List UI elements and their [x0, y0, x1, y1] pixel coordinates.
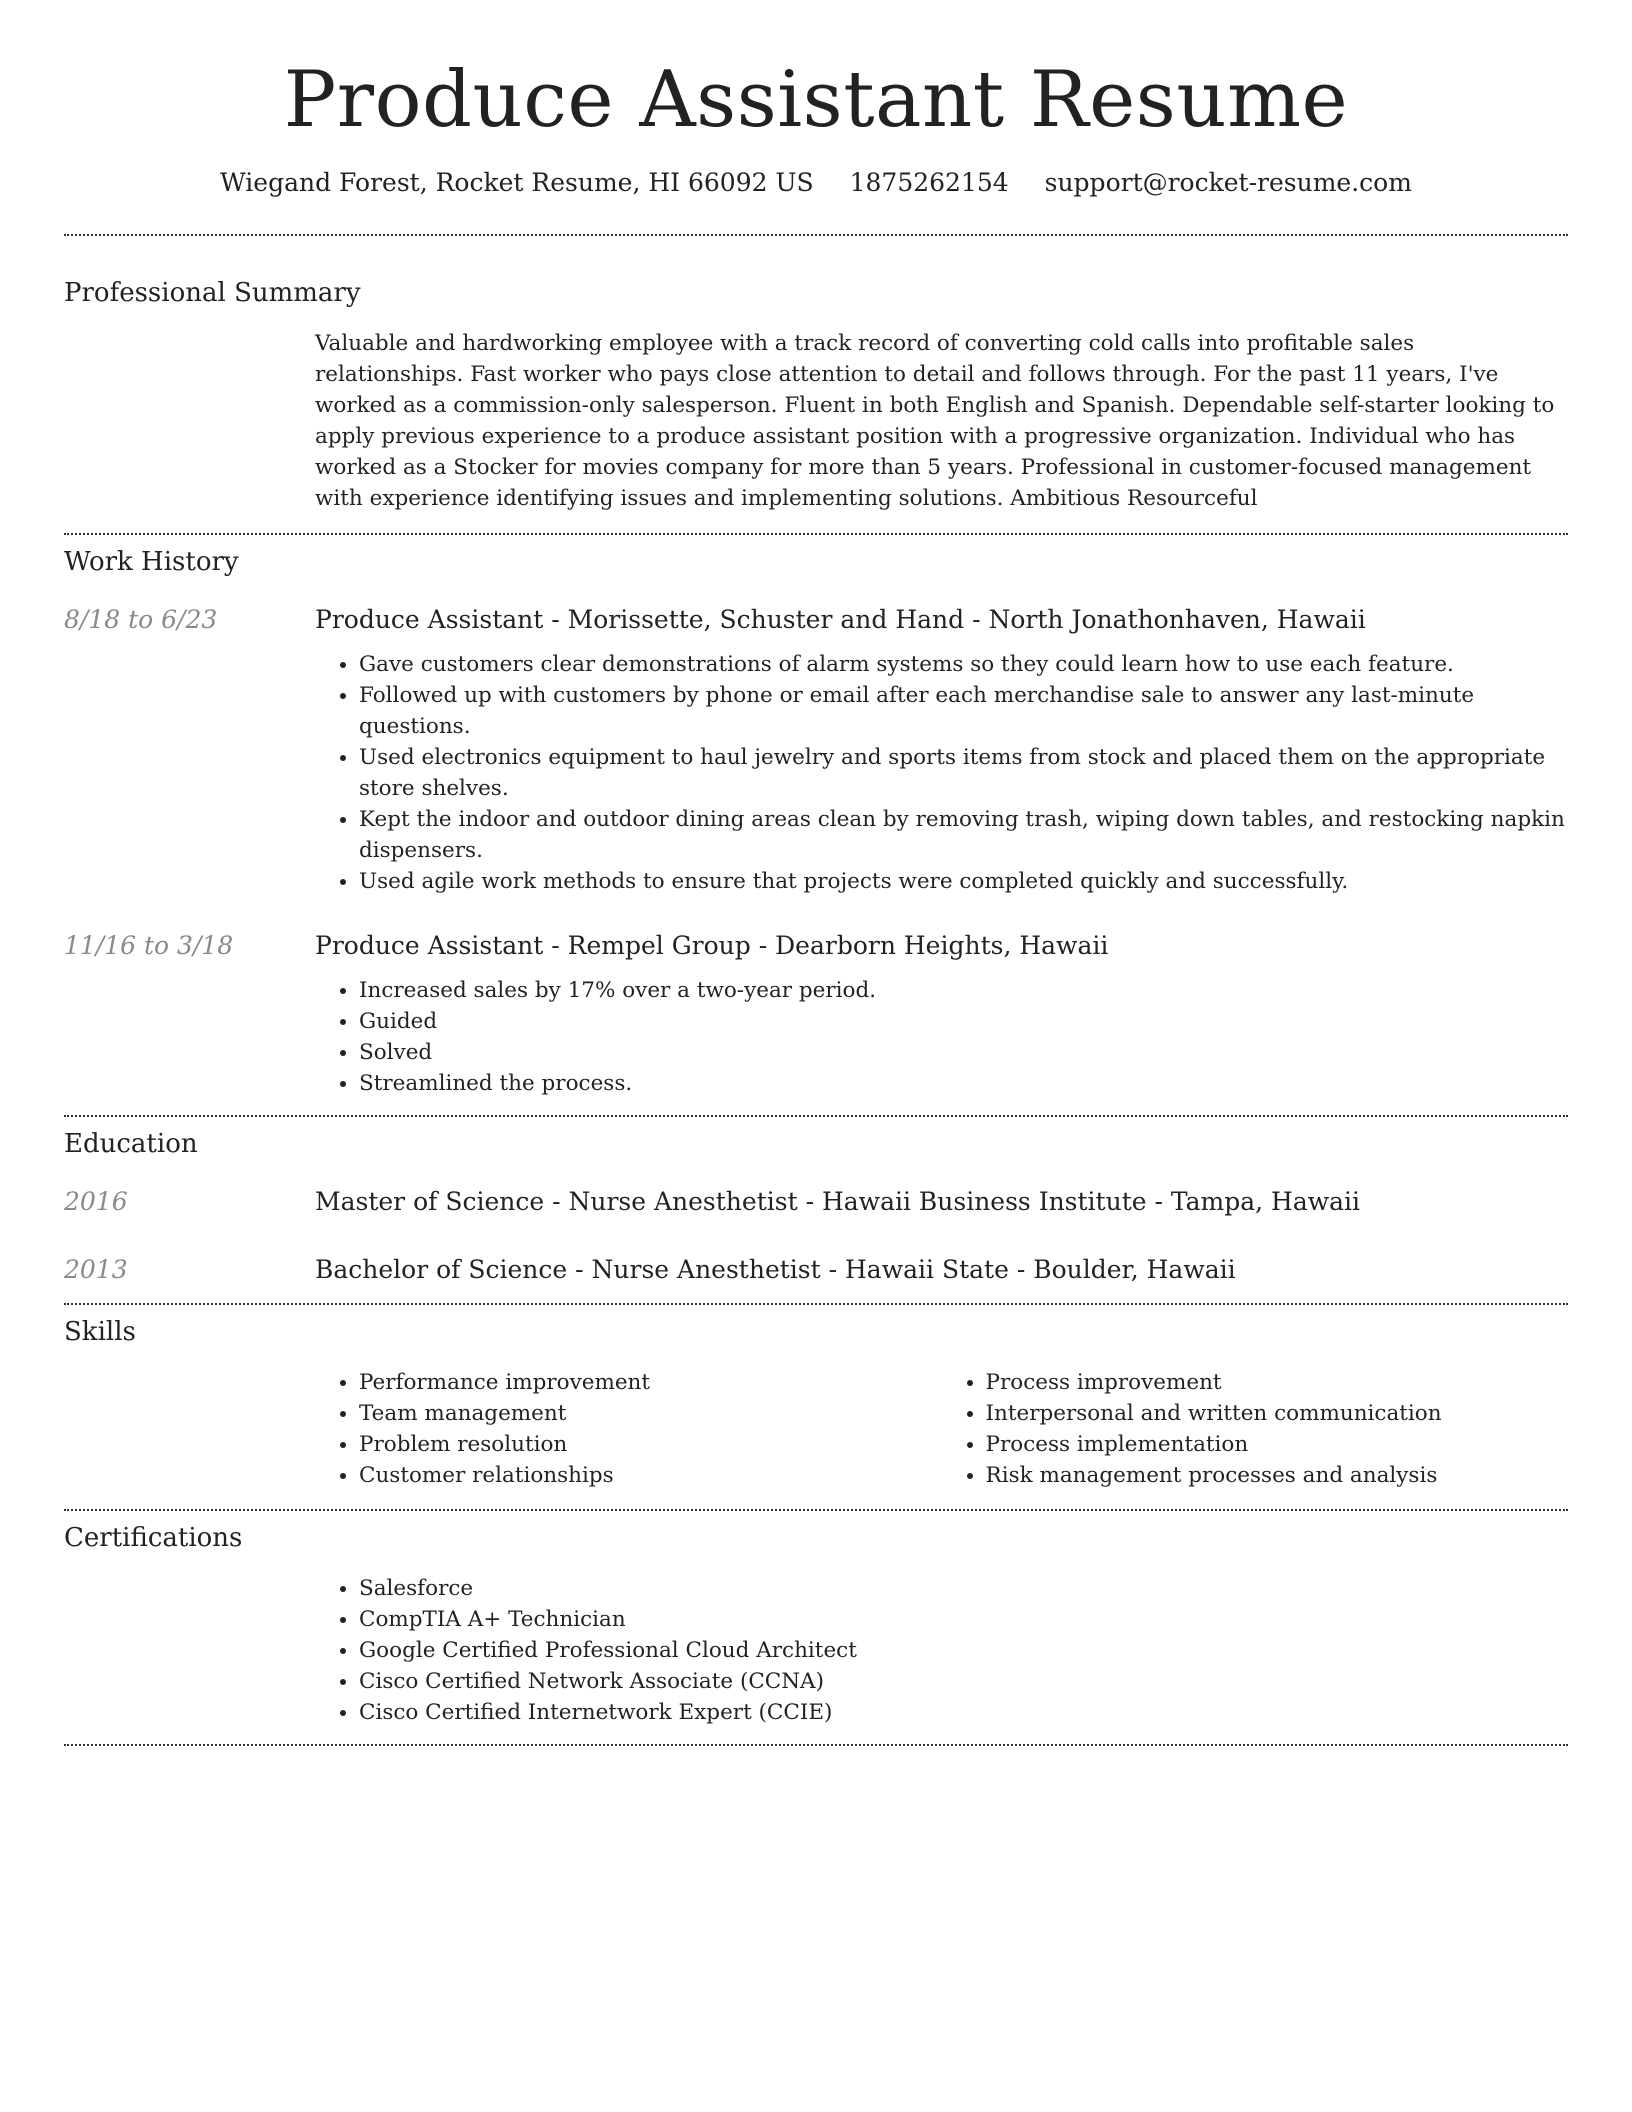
skills-column-right	[942, 1367, 1569, 1491]
job-entry	[64, 929, 1568, 1099]
divider	[64, 1744, 1568, 1746]
list-item: • Process implementation	[986, 1429, 1569, 1460]
skills-column-left	[315, 1367, 942, 1491]
list-item: • Guided	[359, 1006, 1568, 1037]
list-item: • Salesforce	[359, 1573, 1568, 1604]
job-heading: Produce Assistant - Rempel Group - Dearborn Heights, Hawaii	[315, 931, 1109, 960]
education-heading: Master of Science - Nurse Anesthetist - Hawaii Business Institute - Tampa, Hawaii	[315, 1187, 1361, 1216]
list-item: • Risk management processes and analysis	[986, 1460, 1569, 1491]
job-bullets	[315, 975, 1568, 1099]
contact-line	[64, 166, 1568, 200]
education-entry	[64, 1185, 1568, 1219]
job-entry	[64, 603, 1568, 897]
education-heading: Bachelor of Science - Nurse Anesthetist - Hawaii State - Boulder, Hawaii	[315, 1255, 1236, 1284]
list-item: • CompTIA A+ Technician	[359, 1604, 1568, 1635]
education-year: 2016	[64, 1187, 128, 1216]
email: support@rocket-resume.com	[1044, 168, 1412, 197]
section-title-education: Education	[64, 1129, 198, 1159]
section-title-certifications: Certifications	[64, 1523, 243, 1553]
address: Wiegand Forest, Rocket Resume, HI 66092 US	[220, 168, 814, 197]
list-item: • Cisco Certified Network Associate (CCNA)	[359, 1666, 1568, 1697]
section-title-work: Work History	[64, 547, 239, 577]
list-item: • Streamlined the process.	[359, 1068, 1568, 1099]
certifications-list	[315, 1573, 1568, 1728]
list-item: • Kept the indoor and outdoor dining areas clean by removing trash, wiping down tables, and restocking napkin dispensers.	[359, 804, 1568, 866]
list-item: • Process improvement	[986, 1367, 1569, 1398]
section-title-skills: Skills	[64, 1317, 136, 1347]
list-item: • Interpersonal and written communication	[986, 1398, 1569, 1429]
job-bullets	[315, 649, 1568, 897]
job-dates: 8/18 to 6/23	[64, 605, 218, 634]
list-item: • Followed up with customers by phone or email after each merchandise sale to answer any last-minute questions.	[359, 680, 1568, 742]
list-item: • Increased sales by 17% over a two-year period.	[359, 975, 1568, 1006]
education-year: 2013	[64, 1255, 128, 1284]
list-item: • Used electronics equipment to haul jewelry and sports items from stock and placed them on the appropriate store shelves.	[359, 742, 1568, 804]
list-item: • Gave customers clear demonstrations of alarm systems so they could learn how to use each feature.	[359, 649, 1568, 680]
list-item: • Cisco Certified Internetwork Expert (CCIE)	[359, 1697, 1568, 1728]
job-dates: 11/16 to 3/18	[64, 931, 234, 960]
list-item: • Solved	[359, 1037, 1568, 1068]
list-item: • Problem resolution	[359, 1429, 942, 1460]
job-heading: Produce Assistant - Morissette, Schuster and Hand - North Jonathonhaven, Hawaii	[315, 605, 1366, 634]
list-item: • Used agile work methods to ensure that projects were completed quickly and successfully.	[359, 866, 1568, 897]
list-item: • Team management	[359, 1398, 942, 1429]
resume-page	[64, 0, 1568, 1746]
section-title-summary: Professional Summary	[64, 278, 361, 308]
list-item: • Performance improvement	[359, 1367, 942, 1398]
phone: 1875262154	[849, 168, 1009, 197]
list-item: • Google Certified Professional Cloud Architect	[359, 1635, 1568, 1666]
summary-text: Valuable and hardworking employee with a track record of converting cold calls into profitable sales relationships. Fast worker who pays close attention to detail and follows through. For the past 11 years, I've worked as a commission-only salesperson. Fluent in both English and Spanish. Dependable self-starter looking to apply previous experience to a produce assistant position with a progressive organization. Individual who has worked as a Stocker for movies company for more than 5 years. Professional in customer-focused management with experience identifying issues and implementing solutions. Ambitious Resourceful	[315, 331, 1555, 511]
education-entry	[64, 1253, 1568, 1287]
skills-grid	[315, 1367, 1568, 1491]
resume-title: Produce Assistant Resume	[283, 55, 1349, 145]
list-item: • Customer relationships	[359, 1460, 942, 1491]
